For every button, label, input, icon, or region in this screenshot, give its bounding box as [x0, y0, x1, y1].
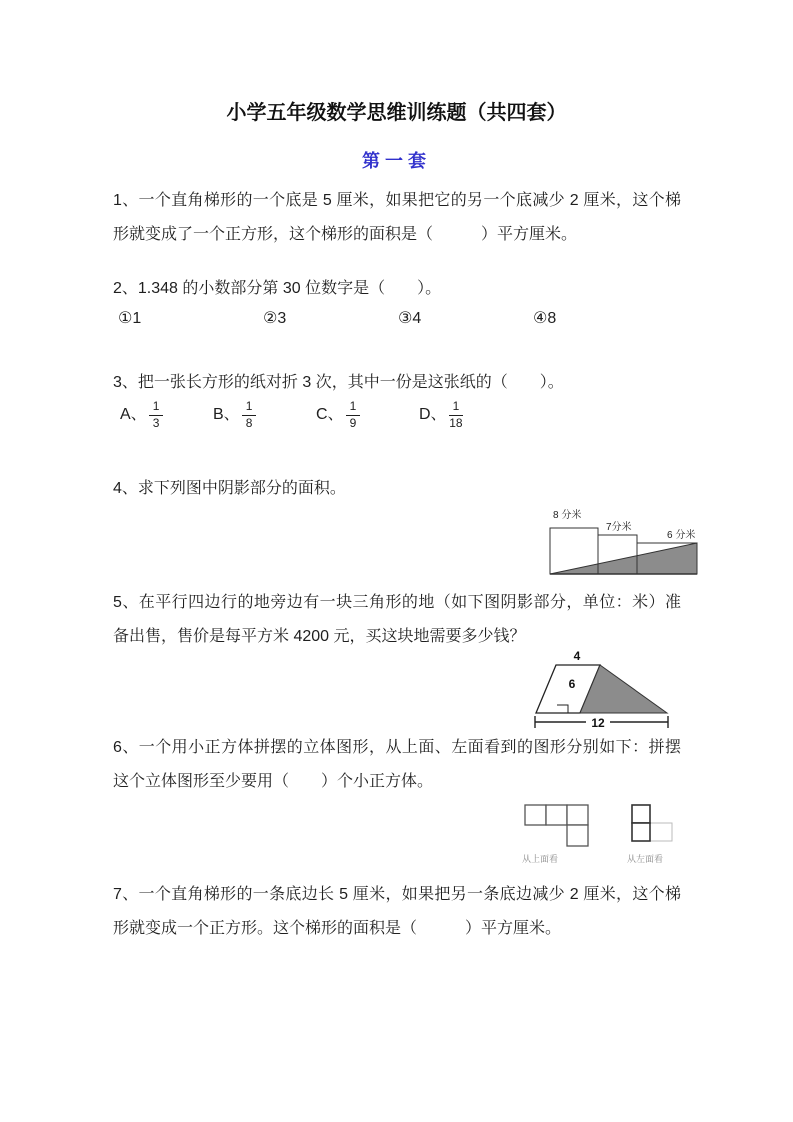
question-5-line-1: 5、在平行四边行的地旁边有一块三角形的地（如下图阴影部分，单位：米）准	[113, 594, 681, 611]
question-1-line-2: 形就变成了一个正方形，这个梯形的面积是（ ）平方厘米。	[113, 226, 578, 243]
q5-land-figure	[528, 646, 703, 732]
question-3-options	[113, 400, 713, 440]
q6-top-view-square-2	[546, 805, 567, 825]
q6-top-view-square-4	[567, 825, 588, 846]
q2-option-4: ④8	[533, 310, 557, 327]
question-6-line-1: 6、一个用小正方体拼摆的立体图形，从上面、左面看到的图形分别如下：拼摆	[113, 739, 681, 756]
question-7-line-1: 7、一个直角梯形的一条底边长 5 厘米，如果把另一条底边减少 2 厘米，这个梯	[113, 886, 681, 903]
q6-left-view-square-light	[650, 823, 672, 841]
q3-option-d-fraction: $\frac{1}{18}$	[449, 399, 463, 430]
question-2	[113, 272, 681, 306]
q3-option-b-label: B、	[213, 406, 240, 424]
section-title: 第一套	[362, 151, 431, 171]
q6-left-view-square-bottom	[632, 823, 650, 841]
q6-top-view-label: 从上面看	[522, 854, 559, 864]
q5-base-length-label: 12	[591, 716, 605, 730]
q2-option-3: ③4	[398, 310, 422, 327]
question-5	[113, 586, 681, 654]
q4-label-6dm: 6 分米	[667, 530, 696, 541]
q3-option-d-label: D、	[419, 406, 447, 424]
q6-top-view-square-1	[525, 805, 546, 825]
q3-option-c-fraction: $\frac{1}{9}$	[346, 400, 361, 431]
q3-option-a-fraction: $\frac{1}{3}$	[149, 400, 164, 431]
q3-option-d	[419, 400, 463, 431]
question-7-line-2: 形就变成一个正方形。这个梯形的面积是（ ）平方厘米。	[113, 920, 562, 937]
q3-option-a	[120, 400, 163, 431]
question-7	[113, 878, 681, 946]
question-3-text: 3、把一张长方形的纸对折 3 次，其中一份是这张纸的（ ）。	[113, 374, 564, 391]
question-2-text: 2、1.348 的小数部分第 30 位数字是（ ）。	[113, 280, 442, 297]
q4-shaded-region	[550, 543, 697, 574]
q2-option-2: ②3	[263, 310, 287, 327]
q4-label-8dm: 8 分米	[553, 510, 582, 521]
question-1	[113, 184, 681, 252]
q3-option-b	[213, 400, 256, 431]
q3-option-a-label: A、	[120, 406, 147, 424]
q6-left-view-label: 从左面看	[627, 854, 664, 864]
q4-shaded-steps-figure	[543, 498, 705, 580]
q3-option-b-fraction: $\frac{1}{8}$	[242, 400, 257, 431]
q5-height-label: 6	[568, 677, 576, 691]
q3-option-c	[316, 400, 360, 431]
question-2-options	[113, 308, 713, 348]
question-6-line-2: 这个立体图形至少要用（ ）个小正方体。	[113, 773, 434, 790]
question-6	[113, 731, 681, 799]
q5-top-length-label: 4	[573, 649, 581, 663]
q6-left-view-square-top	[632, 805, 650, 823]
q2-option-1: ①1	[118, 310, 142, 327]
page-title: 小学五年级数学思维训练题（共四套）	[226, 102, 567, 124]
question-5-line-2: 备出售，售价是每平方米 4200 元，买这块地需要多少钱？	[113, 628, 526, 645]
q6-left-view-figure	[623, 798, 703, 868]
q3-option-c-label: C、	[316, 406, 344, 424]
question-1-line-1: 1、一个直角梯形的一个底是 5 厘米，如果把它的另一个底减少 2 厘米，这个梯	[113, 192, 681, 209]
q4-label-7dm: 7分米	[606, 522, 632, 533]
q6-top-view-square-3	[567, 805, 588, 825]
question-3	[113, 366, 681, 400]
q6-top-view-figure	[517, 798, 617, 868]
question-4-text: 4、求下列图中阴影部分的面积。	[113, 480, 346, 497]
